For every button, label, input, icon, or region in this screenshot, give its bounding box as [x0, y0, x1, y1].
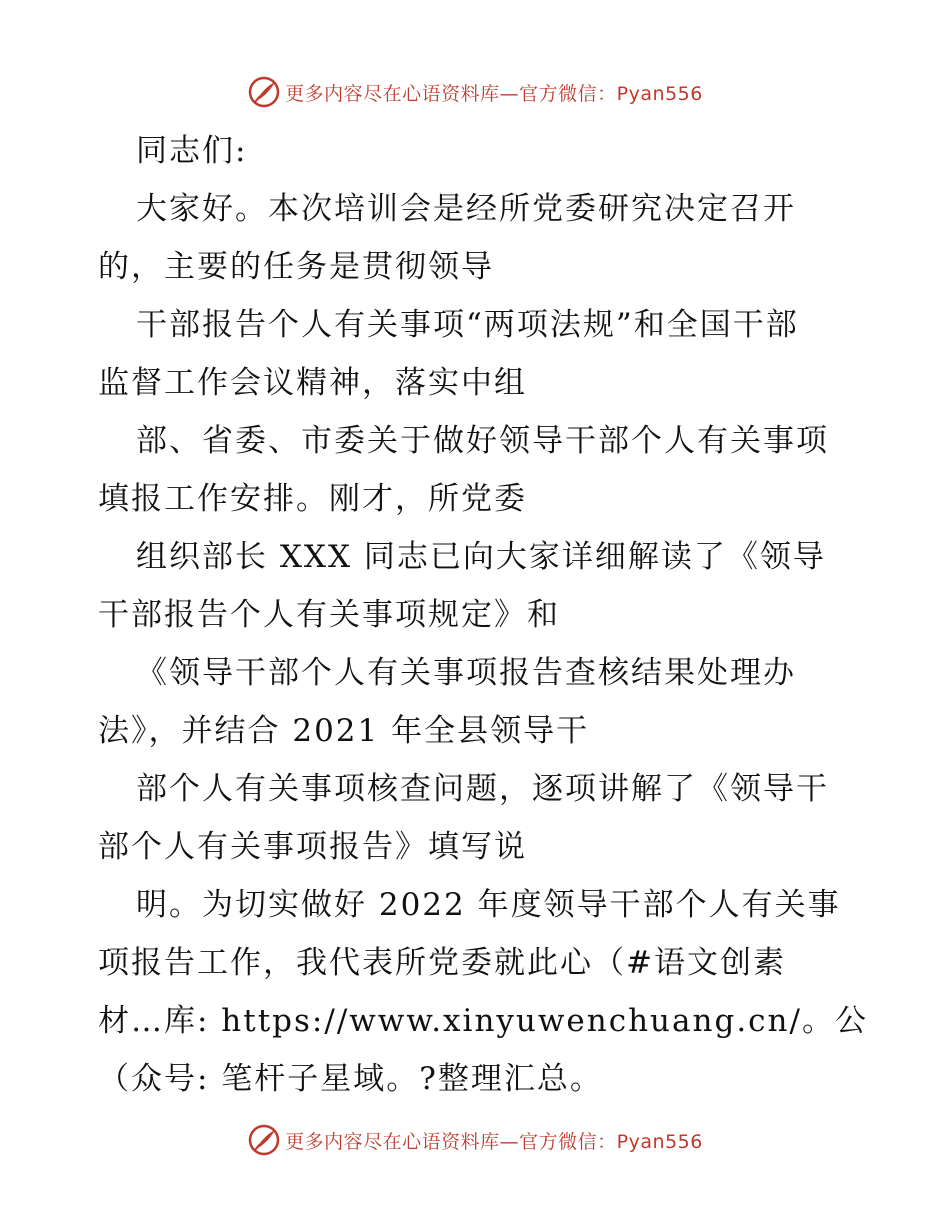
text-line: 《领导干部个人有关事项报告查核结果处理办 — [136, 655, 796, 691]
feather-pen-logo-icon — [247, 1123, 281, 1157]
text-line: 填报工作安排。刚才，所党委 — [98, 481, 527, 517]
watermark-text: 更多内容尽在心语资料库—官方微信：Pyan556 — [285, 1130, 703, 1153]
text-line: 项报告工作，我代表所党委就此心（#语文创素 — [98, 945, 786, 981]
text-line: 材…库: https://www.xinyuwenchuang.cn/。公 — [98, 1003, 868, 1039]
text-line: 监督工作会议精神，落实中组 — [98, 365, 527, 401]
text-line: 组织部长 XXX 同志已向大家详细解读了《领导 — [136, 539, 826, 575]
text-line: 部个人有关事项报告》填写说 — [98, 829, 527, 865]
text-line: 大家好。本次培训会是经所党委研究决定召开 — [136, 191, 796, 227]
document-body — [98, 122, 898, 1108]
feather-pen-logo-icon — [247, 75, 281, 109]
text-line: 部、省委、市委关于做好领导干部个人有关事项 — [136, 423, 829, 459]
text-line: （众号: 笔杆子星域。?整理汇总。 — [98, 1061, 603, 1097]
text-line: 干部报告个人有关事项“两项法规”和全国干部 — [136, 307, 799, 343]
text-line: 干部报告个人有关事项规定》和 — [98, 597, 560, 633]
text-line: 明。为切实做好 2022 年度领导干部个人有关事 — [136, 887, 841, 923]
header-watermark-banner — [0, 72, 950, 112]
text-line: 部个人有关事项核查问题，逐项讲解了《领导干 — [136, 771, 829, 807]
text-line: 法》，并结合 2021 年全县领导干 — [98, 713, 590, 749]
text-line: 的，主要的任务是贯彻领导 — [98, 249, 494, 285]
footer-watermark-banner — [0, 1120, 950, 1160]
text-line: 同志们: — [136, 133, 248, 169]
watermark-text: 更多内容尽在心语资料库—官方微信：Pyan556 — [285, 82, 703, 105]
